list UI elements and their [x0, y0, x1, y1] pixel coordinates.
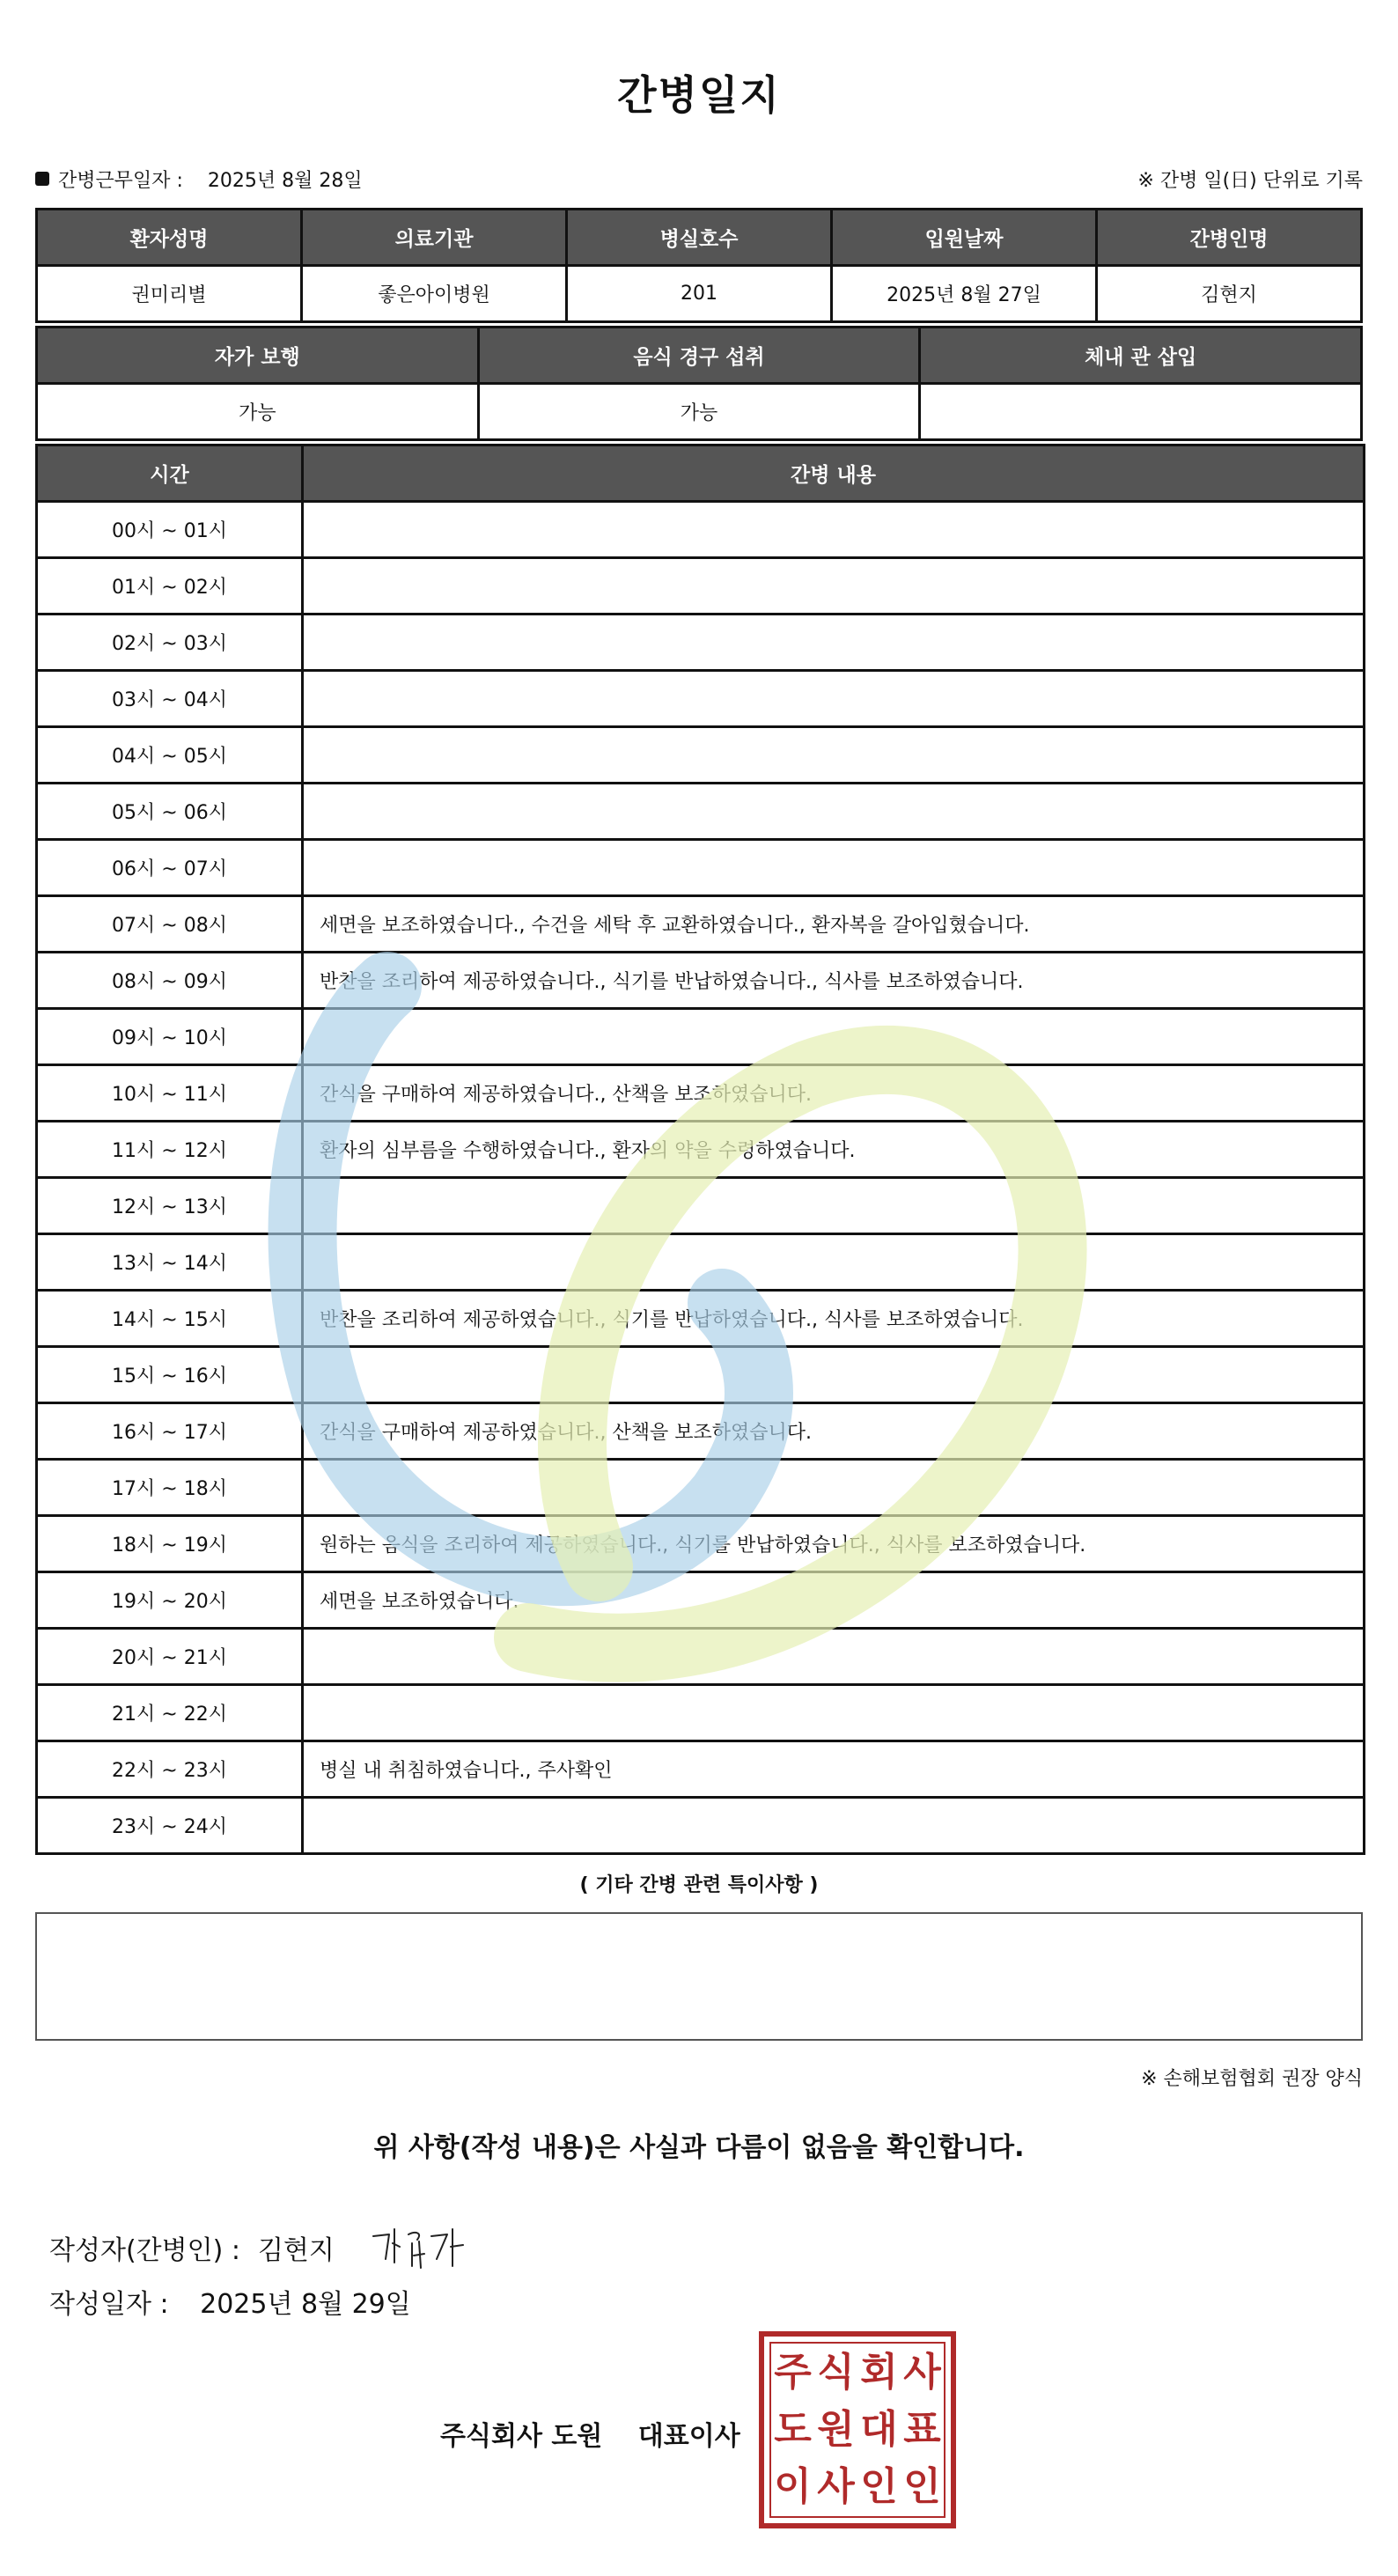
work-date-label: 간병근무일자 :	[58, 169, 183, 192]
table-row	[37, 1741, 1365, 1798]
time-cell: 11시 ~ 12시	[37, 1122, 303, 1178]
time-cell: 21시 ~ 22시	[37, 1685, 303, 1741]
care-content-cell: 간식을 구매하여 제공하였습니다., 산책을 보조하였습니다.	[303, 1065, 1365, 1122]
time-cell: 18시 ~ 19시	[37, 1516, 303, 1572]
ability-table	[35, 326, 1363, 441]
written-date-row	[49, 2282, 411, 2321]
care-content-cell	[303, 615, 1365, 671]
ceo-label: 대표이사	[637, 2421, 740, 2452]
care-content-cell	[303, 1685, 1365, 1741]
confirm-statement: 위 사항(작성 내용)은 사실과 다름이 없음을 확인합니다.	[373, 2132, 1025, 2163]
table-row	[37, 1403, 1365, 1460]
time-cell: 00시 ~ 01시	[37, 502, 303, 558]
care-log-body	[37, 502, 1365, 1854]
seal-character: 원	[817, 2406, 855, 2452]
time-cell: 04시 ~ 05시	[37, 727, 303, 784]
care-content-cell	[303, 1629, 1365, 1685]
seal-character: 인	[860, 2464, 898, 2510]
meta-row	[35, 166, 1363, 192]
table-row	[37, 1572, 1365, 1629]
company-signoff	[440, 2414, 740, 2453]
care-content-cell	[303, 502, 1365, 558]
header-admission-date: 입원날짜	[832, 210, 1097, 266]
seal-character: 이	[774, 2464, 812, 2510]
table-row	[37, 896, 1365, 953]
care-content-cell	[303, 1798, 1365, 1854]
time-cell: 17시 ~ 18시	[37, 1460, 303, 1516]
table-row	[37, 1009, 1365, 1065]
seal-character: 사	[817, 2464, 855, 2510]
care-content-cell: 환자의 심부름을 수행하였습니다., 환자의 약을 수령하였습니다.	[303, 1122, 1365, 1178]
table-row	[37, 1685, 1365, 1741]
seal-character: 도	[774, 2406, 812, 2452]
care-content-cell	[303, 558, 1365, 615]
table-row	[37, 1516, 1365, 1572]
table-row	[37, 671, 1365, 727]
care-content-cell: 원하는 음식을 조리하여 제공하였습니다., 식기를 반납하였습니다., 식사를 보조하였습니다.	[303, 1516, 1365, 1572]
work-date-value: 2025년 8월 28일	[207, 169, 363, 192]
table-row	[37, 1065, 1365, 1122]
handwritten-signature	[366, 2217, 472, 2278]
table-row	[37, 784, 1365, 840]
care-content-cell	[303, 727, 1365, 784]
time-cell: 06시 ~ 07시	[37, 840, 303, 896]
care-content-cell	[303, 784, 1365, 840]
care-content-cell: 반찬을 조리하여 제공하였습니다., 식기를 반납하였습니다., 식사를 보조하였습니다.	[303, 1291, 1365, 1347]
care-content-cell	[303, 1460, 1365, 1516]
seal-character: 대	[860, 2406, 898, 2452]
care-content-cell	[303, 1009, 1365, 1065]
seal-character: 사	[903, 2349, 941, 2395]
care-content-cell	[303, 1178, 1365, 1234]
writer-label: 작성자(간병인) :	[49, 2235, 240, 2266]
header-time: 시간	[37, 445, 303, 502]
company-name: 주식회사 도원	[440, 2421, 603, 2452]
admission-date: 2025년 8월 27일	[832, 266, 1097, 322]
table-row	[37, 558, 1365, 615]
time-cell: 05시 ~ 06시	[37, 784, 303, 840]
header-hospital: 의료기관	[302, 210, 567, 266]
table-row	[37, 1291, 1365, 1347]
time-cell: 10시 ~ 11시	[37, 1065, 303, 1122]
header-care-content: 간병 내용	[303, 445, 1365, 502]
care-content-cell: 세면을 보조하였습니다.	[303, 1572, 1365, 1629]
written-date-value: 2025년 8월 29일	[200, 2289, 411, 2320]
care-content-cell: 반찬을 조리하여 제공하였습니다., 식기를 반납하였습니다., 식사를 보조하였습니다.	[303, 953, 1365, 1009]
header-room-number: 병실호수	[567, 210, 832, 266]
hospital-name: 좋은아이병원	[302, 266, 567, 322]
seal-character: 표	[903, 2406, 941, 2452]
time-cell: 20시 ~ 21시	[37, 1629, 303, 1685]
square-bullet-icon	[35, 172, 49, 186]
room-number: 201	[567, 266, 832, 322]
time-cell: 07시 ~ 08시	[37, 896, 303, 953]
writer-name: 김현지	[257, 2235, 335, 2266]
time-cell: 12시 ~ 13시	[37, 1178, 303, 1234]
care-content-cell	[303, 840, 1365, 896]
time-cell: 23시 ~ 24시	[37, 1798, 303, 1854]
time-cell: 09시 ~ 10시	[37, 1009, 303, 1065]
recommend-note: ※ 손해보험협회 권장 양식	[1141, 2068, 1363, 2090]
time-cell: 02시 ~ 03시	[37, 615, 303, 671]
table-row	[37, 1798, 1365, 1854]
seal-character: 주	[774, 2349, 812, 2395]
remarks-title: ( 기타 간병 관련 특이사항 )	[579, 1874, 819, 1896]
seal-character: 회	[860, 2349, 898, 2395]
table-row	[37, 502, 1365, 558]
header-self-walking: 자가 보행	[37, 328, 479, 384]
writer-row	[49, 2217, 472, 2278]
time-cell: 03시 ~ 04시	[37, 671, 303, 727]
care-content-cell	[303, 1234, 1365, 1291]
time-cell: 01시 ~ 02시	[37, 558, 303, 615]
care-log-table	[35, 444, 1365, 1855]
table-row	[37, 840, 1365, 896]
care-content-cell: 병실 내 취침하였습니다., 주사확인	[303, 1741, 1365, 1798]
document-title: 간병일지	[617, 71, 781, 119]
time-cell: 08시 ~ 09시	[37, 953, 303, 1009]
table-row	[37, 727, 1365, 784]
care-content-cell: 간식을 구매하여 제공하였습니다., 산책을 보조하였습니다.	[303, 1403, 1365, 1460]
company-seal-stamp	[759, 2331, 956, 2528]
header-tube-insertion: 체내 관 삽입	[920, 328, 1362, 384]
care-content-cell	[303, 671, 1365, 727]
patient-name: 권미리별	[37, 266, 302, 322]
patient-info-table	[35, 208, 1363, 323]
time-cell: 22시 ~ 23시	[37, 1741, 303, 1798]
care-content-cell	[303, 1347, 1365, 1403]
table-row	[37, 1460, 1365, 1516]
table-row	[37, 1178, 1365, 1234]
seal-character: 식	[817, 2349, 855, 2395]
table-row	[37, 615, 1365, 671]
self-walking-value: 가능	[37, 384, 479, 440]
table-row	[37, 1122, 1365, 1178]
care-content-cell: 세면을 보조하였습니다., 수건을 세탁 후 교환하였습니다., 환자복을 갈아입혔습니다.	[303, 896, 1365, 953]
header-patient-name: 환자성명	[37, 210, 302, 266]
table-row	[37, 1629, 1365, 1685]
tube-insertion-value	[920, 384, 1362, 440]
time-cell: 15시 ~ 16시	[37, 1347, 303, 1403]
time-cell: 19시 ~ 20시	[37, 1572, 303, 1629]
oral-intake-value: 가능	[478, 384, 920, 440]
table-row	[37, 1347, 1365, 1403]
seal-character: 인	[903, 2464, 941, 2510]
time-cell: 13시 ~ 14시	[37, 1234, 303, 1291]
written-date-label: 작성일자 :	[49, 2289, 169, 2320]
work-date-block	[35, 166, 363, 193]
unit-note: ※ 간병 일(日) 단위로 기록	[1137, 169, 1363, 192]
time-cell: 14시 ~ 15시	[37, 1291, 303, 1347]
header-caregiver-name: 간병인명	[1097, 210, 1362, 266]
seal-grid	[769, 2342, 945, 2518]
caregiver-name: 김현지	[1097, 266, 1362, 322]
table-row	[37, 953, 1365, 1009]
time-cell: 16시 ~ 17시	[37, 1403, 303, 1460]
header-oral-intake: 음식 경구 섭취	[478, 328, 920, 384]
remarks-box	[35, 1912, 1363, 2041]
table-row	[37, 1234, 1365, 1291]
